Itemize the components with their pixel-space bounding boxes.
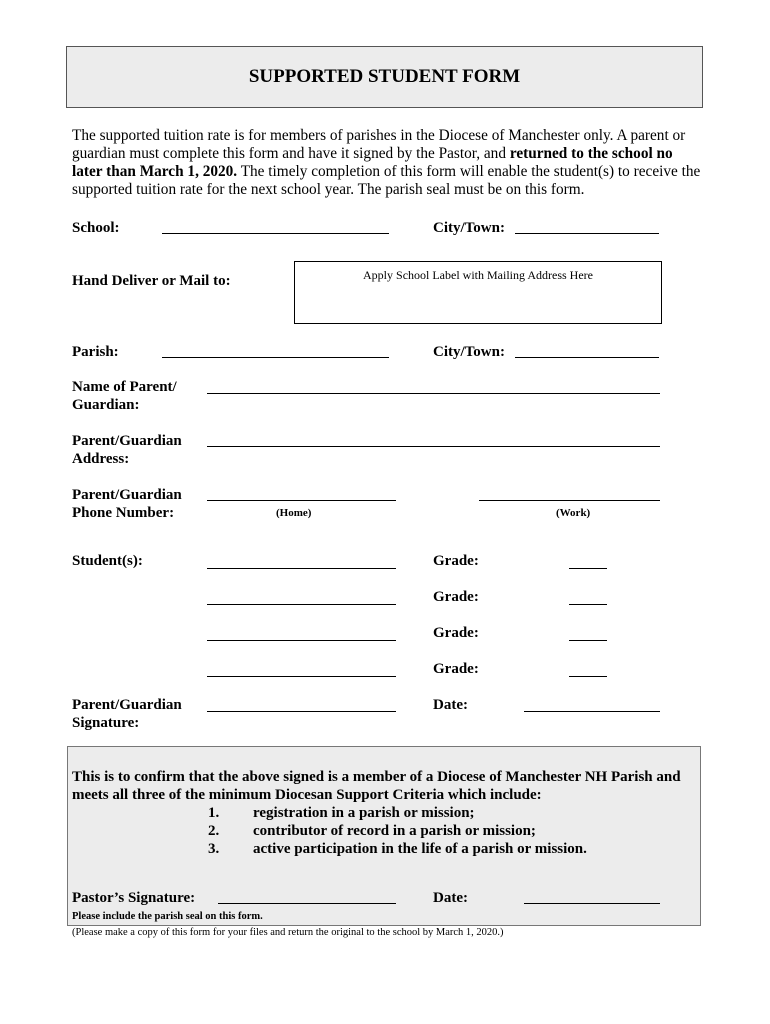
work-phone-field[interactable]	[479, 500, 660, 501]
school-city-label: City/Town:	[433, 220, 505, 236]
criteria-2-text: contributor of record in a parish or mission;	[253, 823, 536, 839]
intro-text-1: The supported tuition rate is for members of parishes in the Diocese of Manchester only. A parent or guardian must complete this form and have it signed by the Pastor, and	[72, 127, 686, 162]
seal-note: Please include the parish seal on this form.	[72, 911, 263, 922]
form-title: SUPPORTED STUDENT FORM	[66, 46, 703, 108]
school-label-box	[294, 261, 662, 324]
home-phone-field[interactable]	[207, 500, 396, 501]
parent-signature-field[interactable]	[207, 711, 396, 712]
criteria-3-number: 3.	[208, 841, 220, 857]
home-phone-caption: (Home)	[276, 507, 312, 519]
grade-3-field[interactable]	[569, 640, 607, 641]
pastor-signature-label: Pastor’s Signature:	[72, 890, 196, 906]
parish-label: Parish:	[72, 344, 119, 360]
pastor-signature-field[interactable]	[218, 903, 396, 904]
footer-note: (Please make a copy of this form for your files and return the original to the school by March 1, 2020.)	[72, 927, 504, 938]
intro-paragraph	[72, 127, 702, 199]
students-label: Student(s):	[72, 553, 143, 569]
grade-3-label: Grade:	[433, 625, 479, 641]
grade-4-field[interactable]	[569, 676, 607, 677]
hand-deliver-label: Hand Deliver or Mail to:	[72, 273, 231, 289]
parish-city-label: City/Town:	[433, 344, 505, 360]
grade-1-label: Grade:	[433, 553, 479, 569]
school-label: School:	[72, 220, 120, 236]
parish-field[interactable]	[162, 357, 389, 358]
student-1-field[interactable]	[207, 568, 396, 569]
confirmation-text: This is to confirm that the above signed is a member of a Diocese of Manchester NH Parish and meets all three of the minimum Diocesan Support Criteria which include:	[72, 769, 681, 803]
grade-2-field[interactable]	[569, 604, 607, 605]
parent-signature-label: Parent/Guardian Signature:	[72, 697, 182, 731]
parent-date-field[interactable]	[524, 711, 660, 712]
parent-address-label: Parent/Guardian Address:	[72, 433, 182, 467]
school-label-box-text: Apply School Label with Mailing Address Here	[363, 268, 593, 282]
grade-1-field[interactable]	[569, 568, 607, 569]
intro-text-2: The timely completion of this form will enable the student(s) to receive the supported tuition rate for the next school year. The parish seal must be on this form.	[72, 163, 701, 198]
work-phone-caption: (Work)	[556, 507, 591, 519]
parent-name-field[interactable]	[207, 393, 660, 394]
criteria-3-text: active participation in the life of a parish or mission.	[253, 841, 587, 857]
student-4-field[interactable]	[207, 676, 396, 677]
grade-4-label: Grade:	[433, 661, 479, 677]
pastor-date-label: Date:	[433, 890, 468, 906]
pastor-date-field[interactable]	[524, 903, 660, 904]
school-field[interactable]	[162, 233, 389, 234]
criteria-1-text: registration in a parish or mission;	[253, 805, 475, 821]
parent-address-field[interactable]	[207, 446, 660, 447]
parent-name-label: Name of Parent/ Guardian:	[72, 379, 177, 413]
criteria-1-number: 1.	[208, 805, 220, 821]
parent-phone-label: Parent/Guardian Phone Number:	[72, 487, 182, 521]
school-city-field[interactable]	[515, 233, 659, 234]
grade-2-label: Grade:	[433, 589, 479, 605]
criteria-2-number: 2.	[208, 823, 220, 839]
parish-city-field[interactable]	[515, 357, 659, 358]
intro-deadline: returned to the school no later than March 1, 2020.	[72, 145, 673, 180]
student-2-field[interactable]	[207, 604, 396, 605]
parent-date-label: Date:	[433, 697, 468, 713]
student-3-field[interactable]	[207, 640, 396, 641]
